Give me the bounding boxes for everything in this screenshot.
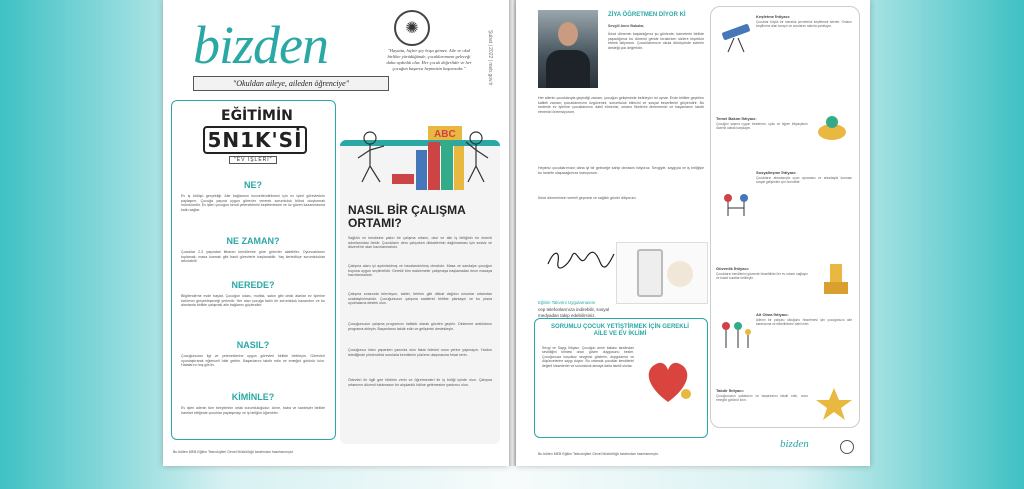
letter-paragraph: Her ailenin çocuklarıyla geçirdiği zaman, çocuğun gelişiminde belirleyici rol oynar. Evde birlikte geçirilen kaliteli zaman; çocuklarımızın özgüvenini, sorumluluk bilincini ve sosyal becerilerini güçlendirir. Bu nedenle ev işlerine çocuklarımızı dahil etmenizi, onların fikirlerini dinlemenizi ve başarılarını takdir etmenizi önemsiyorum.: [538, 96, 704, 114]
left-page: [163, 0, 509, 466]
app-text: cep telefonlarınıza indirebilir, sosyal medyadan takip edebilirsiniz.: [538, 307, 610, 318]
ministry-seal-icon: ✺: [394, 10, 430, 46]
title-ev-isleri: "EV İŞLERİ": [229, 156, 277, 164]
quote: "Hayatta, hiçbir şey boşa gitmez. Aile ve okul birlikte yürüdüğünde, çocuklarımızın geleceği daha aydınlık olur. Her çocuk değerlidir ve her çocuğun başarısı hepimizin başarısıdır.": [386, 48, 472, 71]
section-text: Çocuğunuzun ilgi ve yeteneklerine uygun görevleri birlikte belirleyin. Görevleri oyunlaştırarak eğlenceli hâle getirin. Başarılarını takdir edin ve emeğini görünür kılın. Hatalarını hoş görün.: [181, 354, 325, 368]
right-page: [516, 0, 870, 466]
timeline-heading: Güvenlik İhtiyacı:: [716, 266, 750, 271]
bizden-logo: bizden: [193, 15, 328, 75]
section-heading: NASIL?: [236, 340, 270, 350]
study-paragraph: Çocuğunuzun çalışma programını haftalık olarak gözden geçirin. Dinlenme aralıklarını programa ekleyin. Başarılarını takdir edin ve gelişimini destekleyin.: [348, 322, 492, 331]
title-5n1k: 5N1K'Sİ: [203, 126, 307, 154]
section-heading: NE?: [244, 180, 262, 190]
timeline-text: Ailenin bir parçası olduğunu hissetmesi için çocuğunuzu aile kararlarına ve etkinliklerine dahil edin.: [756, 318, 852, 327]
issue-meta: Şubat | 2022 | meb.gov.tr: [487, 30, 493, 86]
kids-playing-icon: [716, 190, 756, 224]
responsibility-title: SORUMLU ÇOCUK YETİŞTİRMEK İÇİN GEREKLİ AİLE VE EV İKLİMİ: [551, 324, 689, 337]
minister-photo: [538, 10, 598, 88]
telescope-icon: [716, 20, 756, 54]
study-paragraph: Ödevleri ile ilgili geri bildirim verin ve öğretmenleri ile iş birliği içinde olun. Çalışma ortamının düzenli tutulmasını bir alışkanlık hâline getirmesine yardımcı olun.: [348, 378, 492, 387]
section-heading: KİMİNLE?: [231, 392, 275, 402]
letter-greeting: Sevgili Anne Babalar,: [608, 24, 645, 28]
family-icon: [716, 318, 756, 352]
footer-logo: bizden: [780, 438, 809, 450]
study-environment-title: NASIL BİR ÇALIŞMA ORTAMI?: [348, 203, 466, 230]
app-promo-image: [616, 242, 708, 304]
timeline-text: Çocukların akranlarıyla oyun oynaması ve arkadaşlık kurması sosyal gelişimleri için önemlidir.: [756, 176, 852, 185]
timeline-heading: Ait Olma İhtiyacı:: [756, 312, 789, 317]
timeline-text: Çocuklar büyük bir merakla çevrelerini keşfetmek isterler. Onların keşiflerine alan tanıyın ve sorularını sabırla yanıtlayın.: [756, 20, 852, 29]
section-text: Bilgilendirme evde başlar. Çocuğun odası, mutfak, salon gibi ortak alanlar ev işlerine katılımın gerçekleşeceği yerlerdir. Her alan çocuğa farklı bir sorumluluk kazandırır ve bu alanlarda birlikte çalışmak aile bağlarını güçlendirir.: [181, 294, 325, 308]
svg-text:ABC: ABC: [434, 129, 456, 140]
letter-paragraph: İkinci döneminizin verimli geçmesi ve sağlıklı günler diliyorum.: [538, 196, 637, 200]
footer-note: Bu bülten MEB Eğitim Teknolojileri Genel Müdürlüğü tarafından hazırlanmıştır.: [173, 450, 294, 454]
timeline-heading: Temel Bakım İhtiyacı:: [716, 116, 757, 121]
title-egitimin: EĞİTİMİN: [221, 108, 293, 124]
letter-title: ZİYA ÖĞRETMEN DİYOR Kİ: [608, 12, 686, 18]
timeline-text: Çocuğunuzun çabalarını ve başarılarını takdir edin, onun emeğini görünür kılın.: [716, 394, 808, 403]
section-text: Ev iş bölüşü gerçekliği. Aile bağlarının kuvvetlendirilmesi için ev işleri görevlerinin paylaşımı. Çocuğa yaşına uygun görevler vererek sorumluluk bilinci oluşturmak mümkündür. Ev işleri çocuğun kendi yeteneklerini keşfetmesine ve öz güven kazanmasına katkı sağlar.: [181, 194, 325, 212]
timeline-heading: Keşfetme İhtiyacı:: [756, 14, 791, 19]
app-title: Eğitim Takvimi Uygulamasını: [538, 300, 596, 305]
study-paragraph: Çalışma alanı iyi aydınlatılmış ve havalandırılmış olmalıdır. Masa ve sandalye çocuğun boyuna uygun seçilmelidir. Gerekli tüm malzemeler çalışmaya başlamadan önce masaya hazırlanmalıdır.: [348, 264, 492, 278]
study-paragraph: Çocuğunuz ödev yaparken yanında olun fakat ödevini onun yerine yapmayın. Yardım istediğinde yönlendirici sorularla kendisinin çözüme ulaşmasına fırsat verin.: [348, 348, 492, 357]
signature-icon: [546, 246, 616, 272]
children-books-illustration: [350, 124, 490, 192]
tower-icon: [816, 262, 856, 296]
book-spine: [509, 0, 516, 466]
timeline-heading: Takdir İhtiyacı:: [716, 388, 744, 393]
timeline-text: Çocukların kendilerini güvende hissettikleri bir ev ortamı sağlayın ve tutarlı kurallar belirleyin.: [716, 272, 808, 281]
section-heading: NE ZAMAN?: [226, 236, 280, 246]
bowl-icon: [812, 112, 852, 146]
section-heading: NEREDE?: [231, 280, 275, 290]
study-paragraph: Sağlıklı ve kendisine yakın bir çalışma ortamı, okul ve aile iş birliğinin en önemli adımlarından biridir. Çocukların ders çalışırken dikkatlerinin dağılmaması için sessiz ve düzenli bir alan hazırlanmalıdır.: [348, 236, 492, 250]
section-text: Ev işleri ailenin tüm bireylerinin ortak sorumluluğudur. Anne, baba ve kardeşler birlikte hareket ettiğinde çocuklar paylaşmayı ve iş birliğini öğrenirler.: [181, 406, 325, 415]
letter-paragraph: İkinci dönemin başladığımız şu günlerde, karnelerin birlikte yaşadığımız bu dönemi geride bırakırken sizlere teşekkür etmek istiyorum. Çocuklarımızın okula dönüşünde sizlerin desteği çok değerlidir.: [608, 32, 704, 50]
timeline-heading: Sosyalleşme İhtiyacı:: [756, 170, 797, 175]
section-text: Çocuklar 2-3 yaşından itibaren kendilerine göre görevler alabilirler. Oyuncaklarını toplamak, masa kurmak gibi basit görevlerle başlanabilir. Yaş ilerledikçe sorumluluklar artırılabilir.: [181, 250, 325, 264]
timeline-text: Çocuğun yaşına uygun beslenme, uyku ve hijyen ihtiyaçlarını düzenli olarak karşılayın.: [716, 122, 808, 131]
responsibility-text: Sevgi ve Saygı İhtiyacı: Çocuğun anne babası tarafından sevildiğini bilmesi onun güven duygusunu besler. Çocuğunuza koşulsuz sevginizi gösterin, duygularına ve düşüncelerine saygı duyun. Bu ortamda çocuklar kendilerini değerli hissederler ve sorumluluk almaya daha istekli olurlar.: [542, 346, 634, 368]
star-icon: [814, 386, 854, 420]
footer-note: Bu bülten MEB Eğitim Teknolojileri Genel Müdürlüğü tarafından hazırlanmıştır.: [538, 452, 659, 456]
study-paragraph: Çalışma sırasında televizyon, tablet, telefon gibi dikkat dağıtıcı unsurlar ortamdan uzaklaştırılmalıdır. Çocuğunuzun çalışma saatlerini birlikte planlayın ve bu plana uyulmasına destek olun.: [348, 292, 492, 306]
slogan: "Okuldan aileye, aileden öğrenciye": [193, 76, 389, 91]
heart-family-icon: [640, 352, 696, 408]
ministry-seal-small-icon: [840, 440, 854, 454]
letter-paragraph: Hepimiz çocuklarımızın daha iyi bir geleceğe sahip olmasını istiyoruz. Sevgiyle, saygıyla ve iş birliğiyle bu hedefe ulaşacağımıza inanıyorum.: [538, 166, 704, 175]
